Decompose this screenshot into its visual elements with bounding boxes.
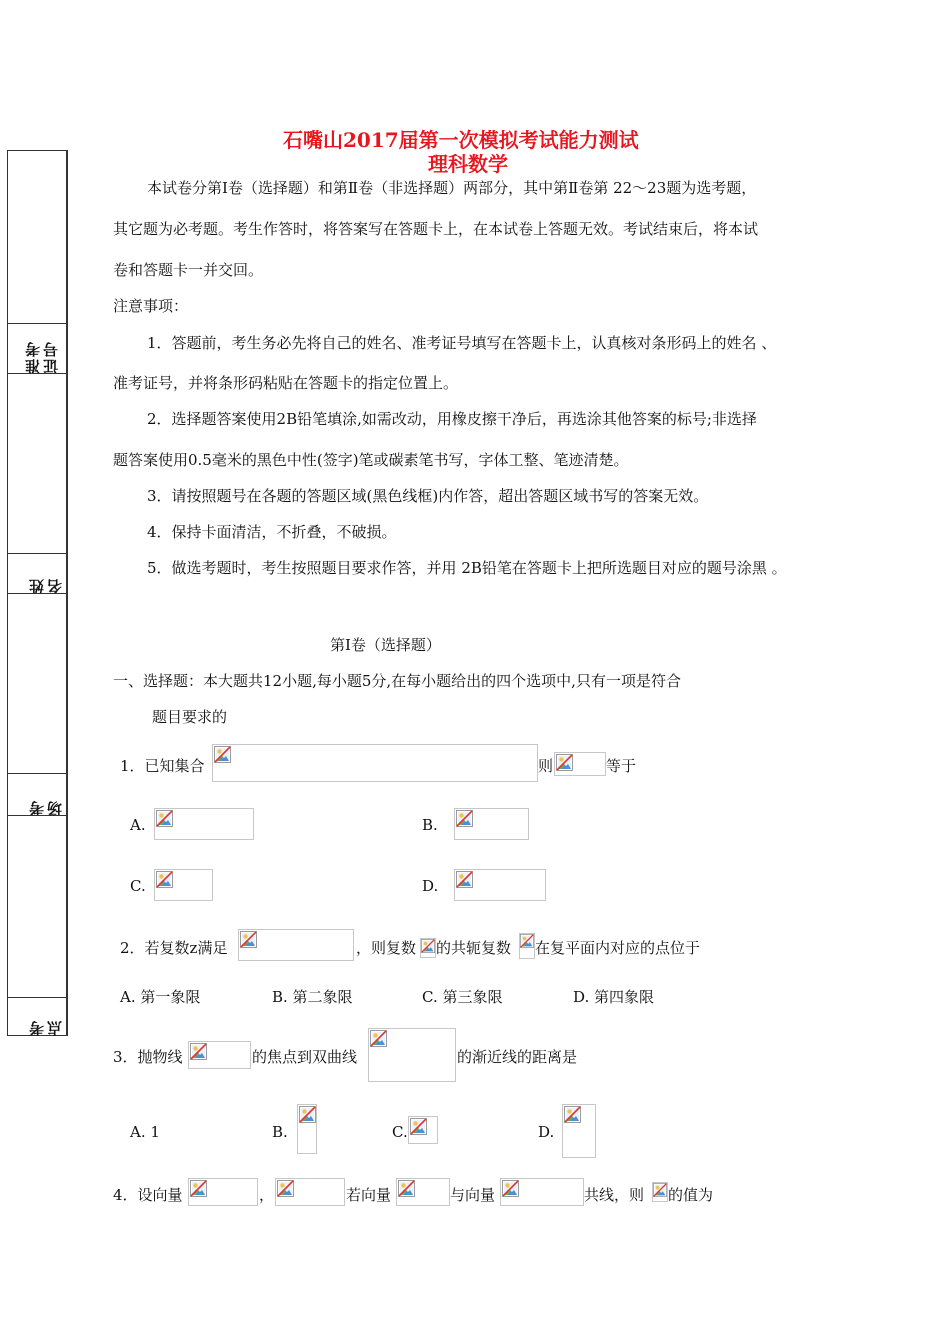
exam-title: 石嘴山2017届第一次模拟考试能力测试 [283, 128, 639, 152]
broken-image-icon [190, 1043, 207, 1060]
name-cell [8, 553, 66, 594]
q4-vector-a-image [188, 1178, 258, 1206]
q2-option-a: A. 第一象限 [120, 988, 201, 1006]
q2-z-symbol-image [420, 938, 436, 958]
broken-image-icon [456, 871, 473, 888]
broken-image-icon [520, 934, 534, 948]
q3-parabola-image [188, 1041, 251, 1069]
q3-option-c-label: C. [392, 1123, 408, 1141]
exam-number-write-box [8, 373, 66, 554]
q1-option-c-label: C. [130, 877, 146, 895]
broken-image-icon [421, 939, 435, 953]
q3-stem-c: 的渐近线的距离是 [457, 1048, 578, 1066]
name-label: 姓 名 [28, 577, 64, 594]
notice-item-2a: 2．选择题答案使用2B铅笔填涂,如需改动，用橡皮擦干净后，再选涂其他答案的标号;非选择 [147, 410, 757, 428]
q1-option-c-image [154, 869, 213, 901]
broken-image-icon [277, 1180, 294, 1197]
notice-item-3: 3．请按照题号在各题的答题区域(黑色线框)内作答，超出答题区域书写的答案无效。 [147, 487, 709, 505]
q2-stem-d: 在复平面内对应的点位于 [535, 939, 701, 957]
broken-image-icon [240, 931, 257, 948]
notice-item-4: 4．保持卡面清洁，不折叠，不破损。 [147, 523, 397, 541]
name-write-box [8, 593, 66, 774]
q4-stem-d: 与向量 [450, 1186, 496, 1204]
q4-vector-diff-image [500, 1178, 584, 1206]
exam-site-label: 考 点 [28, 1019, 64, 1036]
broken-image-icon [370, 1030, 387, 1047]
q2-equation-image [238, 929, 354, 961]
q4-stem-b: ， [259, 1186, 275, 1204]
notice-item-5: 5．做选考题时，考生按照题目要求作答，并用 2B铅笔在答题卡上把所选题目对应的题号涂黑 。 [147, 559, 787, 577]
q2-stem-a: 2．若复数z满足 [120, 939, 228, 957]
q4-variable-image [652, 1182, 668, 1202]
broken-image-icon [214, 746, 231, 763]
broken-image-icon [564, 1106, 581, 1123]
broken-image-icon [398, 1180, 415, 1197]
q1-option-a-label: A. [130, 816, 146, 834]
q2-option-d: D. 第四象限 [573, 988, 655, 1006]
subject-title: 理科数学 [428, 152, 508, 176]
q1-option-a-image [154, 808, 254, 840]
q4-vector-sum-image [396, 1178, 450, 1206]
notice-item-1b: 准考证号，并将条形码粘贴在答题卡的指定位置上。 [113, 374, 459, 392]
exam-room-cell [8, 773, 66, 816]
section-instruction-a: 一、选择题：本大题共12小题,每小题5分,在每小题给出的四个选项中,只有一项是符合 [113, 672, 681, 690]
broken-image-icon [156, 810, 173, 827]
q3-hyperbola-image [368, 1028, 456, 1082]
q1-option-d-image [454, 869, 546, 901]
notice-heading: 注意事项： [113, 297, 189, 315]
q3-option-b-image [297, 1104, 317, 1154]
broken-image-icon [156, 871, 173, 888]
broken-image-icon [502, 1180, 519, 1197]
q1-option-b-label: B. [422, 816, 438, 834]
q2-option-b: B. 第二象限 [272, 988, 353, 1006]
q3-stem-a: 3．抛物线 [113, 1048, 183, 1066]
q1-stem-c: 等于 [606, 757, 637, 775]
q4-stem-a: 4．设向量 [113, 1186, 183, 1204]
intro-line-1: 本试卷分第Ⅰ卷（选择题）和第Ⅱ卷（非选择题）两部分，其中第Ⅱ卷第 22～23题为选考题， [147, 179, 757, 197]
exam-number-label: 准考证号 [24, 340, 60, 374]
q3-option-b-label: B. [272, 1123, 288, 1141]
candidate-info-column [7, 150, 68, 1036]
notice-item-2b: 题答案使用0.5毫米的黑色中性(签字)笔或碳素笔书写，字体工整、笔迹清楚。 [113, 451, 629, 469]
q2-option-c: C. 第三象限 [422, 988, 503, 1006]
q4-vector-b-image [275, 1178, 345, 1206]
q4-stem-e: 共线，则 [584, 1186, 645, 1204]
section-title: 第Ⅰ卷（选择题） [330, 636, 441, 654]
q3-option-d-label: D. [538, 1123, 555, 1141]
broken-image-icon [299, 1106, 316, 1123]
q2-conjugate-symbol-image [519, 933, 535, 959]
q4-stem-f: 的值为 [668, 1186, 714, 1204]
q2-stem-b: ，则复数 [356, 939, 417, 957]
q1-formula-expression-image [554, 752, 606, 776]
broken-image-icon [556, 754, 573, 771]
exam-room-write-box [8, 815, 66, 998]
q1-formula-set-image [212, 744, 538, 782]
q2-stem-c: 的共轭复数 [436, 939, 512, 957]
broken-image-icon [653, 1183, 667, 1197]
exam-number-cell [8, 323, 66, 374]
q1-stem-a: 1．已知集合 [120, 757, 205, 775]
section-instruction-b: 题目要求的 [152, 708, 228, 726]
q4-stem-c: 若向量 [346, 1186, 392, 1204]
q3-stem-b: 的焦点到双曲线 [252, 1048, 358, 1066]
broken-image-icon [456, 810, 473, 827]
q3-option-d-image [562, 1104, 596, 1158]
broken-image-icon [190, 1180, 207, 1197]
q1-option-d-label: D. [422, 877, 439, 895]
q3-option-a: A. 1 [130, 1123, 160, 1141]
exam-room-label: 考 场 [28, 799, 64, 816]
q3-option-c-image [408, 1116, 438, 1144]
q1-stem-b: 则 [538, 757, 554, 775]
notice-item-1a: 1．答题前，考生务必先将自己的姓名、准考证号填写在答题卡上，认真核对条形码上的姓名 、 [147, 334, 777, 352]
intro-line-3: 卷和答题卡一并交回。 [113, 261, 264, 279]
broken-image-icon [410, 1118, 427, 1135]
q1-option-b-image [454, 808, 529, 840]
exam-site-cell [8, 997, 66, 1036]
intro-line-2: 其它题为必考题。考生作答时，将答案写在答题卡上，在本试卷上答题无效。考试结束后，将本试 [113, 220, 759, 238]
